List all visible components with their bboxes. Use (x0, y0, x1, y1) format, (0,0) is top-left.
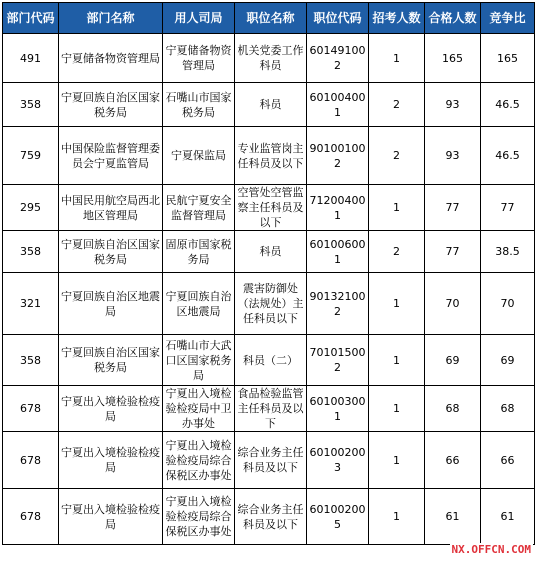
header-position-code: 职位代码 (307, 3, 369, 34)
cell-competition-ratio: 165 (481, 34, 535, 83)
cell-position-name: 震害防御处（法规处）主任科员以下 (235, 273, 307, 335)
cell-hiring-bureau: 宁夏回族自治区地震局 (163, 273, 235, 335)
cell-qualified-count: 61 (425, 489, 481, 545)
cell-dept-name: 宁夏出入境检验检疫局 (59, 386, 163, 432)
cell-qualified-count: 69 (425, 335, 481, 386)
table-header-row (3, 3, 535, 34)
table-row (3, 185, 535, 231)
table-row (3, 34, 535, 83)
cell-hiring-bureau: 民航宁夏安全监督管理局 (163, 185, 235, 231)
cell-competition-ratio: 46.5 (481, 83, 535, 127)
cell-dept-name: 中国保险监督管理委员会宁夏监管局 (59, 127, 163, 185)
cell-recruit-count: 2 (369, 83, 425, 127)
cell-dept-code: 321 (3, 273, 59, 335)
cell-position-name: 食品检验监管主任科员及以下 (235, 386, 307, 432)
header-competition-ratio: 竞争比 (481, 3, 535, 34)
cell-dept-code: 678 (3, 432, 59, 489)
table-row (3, 489, 535, 545)
cell-position-code: 901001002 (307, 127, 369, 185)
cell-recruit-count: 1 (369, 34, 425, 83)
cell-position-code: 712004001 (307, 185, 369, 231)
cell-competition-ratio: 66 (481, 432, 535, 489)
cell-qualified-count: 93 (425, 83, 481, 127)
cell-position-name: 机关党委工作科员 (235, 34, 307, 83)
cell-hiring-bureau: 石嘴山市大武口区国家税务局 (163, 335, 235, 386)
cell-competition-ratio: 38.5 (481, 231, 535, 273)
header-hiring-bureau: 用人司局 (163, 3, 235, 34)
cell-qualified-count: 68 (425, 386, 481, 432)
site-watermark: NX.OFFCN.COM (451, 543, 531, 556)
cell-dept-code: 491 (3, 34, 59, 83)
cell-competition-ratio: 68 (481, 386, 535, 432)
cell-hiring-bureau: 宁夏保监局 (163, 127, 235, 185)
header-qualified-count: 合格人数 (425, 3, 481, 34)
cell-position-name: 科员 (235, 83, 307, 127)
cell-competition-ratio: 61 (481, 489, 535, 545)
table-row (3, 83, 535, 127)
cell-position-code: 601003001 (307, 386, 369, 432)
cell-hiring-bureau: 石嘴山市国家税务局 (163, 83, 235, 127)
cell-recruit-count: 1 (369, 335, 425, 386)
cell-position-name: 科员（二） (235, 335, 307, 386)
cell-dept-code: 358 (3, 231, 59, 273)
cell-recruit-count: 2 (369, 231, 425, 273)
cell-dept-code: 358 (3, 335, 59, 386)
header-position-name: 职位名称 (235, 3, 307, 34)
cell-dept-name: 宁夏出入境检验检疫局 (59, 489, 163, 545)
cell-recruit-count: 1 (369, 273, 425, 335)
cell-qualified-count: 66 (425, 432, 481, 489)
cell-recruit-count: 1 (369, 386, 425, 432)
cell-dept-name: 宁夏回族自治区国家税务局 (59, 83, 163, 127)
cell-dept-name: 宁夏回族自治区国家税务局 (59, 335, 163, 386)
cell-hiring-bureau: 宁夏出入境检验检疫局综合保税区办事处 (163, 489, 235, 545)
cell-qualified-count: 70 (425, 273, 481, 335)
cell-recruit-count: 2 (369, 127, 425, 185)
cell-recruit-count: 1 (369, 185, 425, 231)
cell-qualified-count: 77 (425, 185, 481, 231)
cell-qualified-count: 77 (425, 231, 481, 273)
job-competition-table (2, 2, 535, 545)
cell-competition-ratio: 70 (481, 273, 535, 335)
cell-position-code: 601004001 (307, 83, 369, 127)
table-row (3, 386, 535, 432)
cell-recruit-count: 1 (369, 489, 425, 545)
cell-dept-code: 678 (3, 489, 59, 545)
table-row (3, 127, 535, 185)
cell-dept-code: 759 (3, 127, 59, 185)
cell-hiring-bureau: 固原市国家税务局 (163, 231, 235, 273)
cell-position-code: 901321002 (307, 273, 369, 335)
cell-position-name: 综合业务主任科员及以下 (235, 432, 307, 489)
cell-hiring-bureau: 宁夏出入境检验检疫局中卫办事处 (163, 386, 235, 432)
cell-position-code: 601002003 (307, 432, 369, 489)
table-row (3, 335, 535, 386)
cell-position-name: 科员 (235, 231, 307, 273)
cell-dept-name: 宁夏储备物资管理局 (59, 34, 163, 83)
header-dept-name: 部门名称 (59, 3, 163, 34)
cell-dept-name: 中国民用航空局西北地区管理局 (59, 185, 163, 231)
cell-position-code: 601006001 (307, 231, 369, 273)
cell-recruit-count: 1 (369, 432, 425, 489)
cell-position-code: 601002005 (307, 489, 369, 545)
cell-qualified-count: 165 (425, 34, 481, 83)
cell-dept-code: 358 (3, 83, 59, 127)
table-row (3, 273, 535, 335)
cell-competition-ratio: 46.5 (481, 127, 535, 185)
cell-position-code: 601491002 (307, 34, 369, 83)
table-row (3, 432, 535, 489)
cell-position-name: 空管处空管监察主任科员及以下 (235, 185, 307, 231)
table-row (3, 231, 535, 273)
cell-dept-code: 295 (3, 185, 59, 231)
cell-position-name: 综合业务主任科员及以下 (235, 489, 307, 545)
header-recruit-count: 招考人数 (369, 3, 425, 34)
header-dept-code: 部门代码 (3, 3, 59, 34)
cell-qualified-count: 93 (425, 127, 481, 185)
cell-position-name: 专业监管岗主任科员及以下 (235, 127, 307, 185)
cell-dept-name: 宁夏出入境检验检疫局 (59, 432, 163, 489)
cell-dept-name: 宁夏回族自治区地震局 (59, 273, 163, 335)
cell-competition-ratio: 69 (481, 335, 535, 386)
cell-dept-name: 宁夏回族自治区国家税务局 (59, 231, 163, 273)
cell-position-code: 701015002 (307, 335, 369, 386)
cell-competition-ratio: 77 (481, 185, 535, 231)
cell-dept-code: 678 (3, 386, 59, 432)
cell-hiring-bureau: 宁夏储备物资管理局 (163, 34, 235, 83)
cell-hiring-bureau: 宁夏出入境检验检疫局综合保税区办事处 (163, 432, 235, 489)
